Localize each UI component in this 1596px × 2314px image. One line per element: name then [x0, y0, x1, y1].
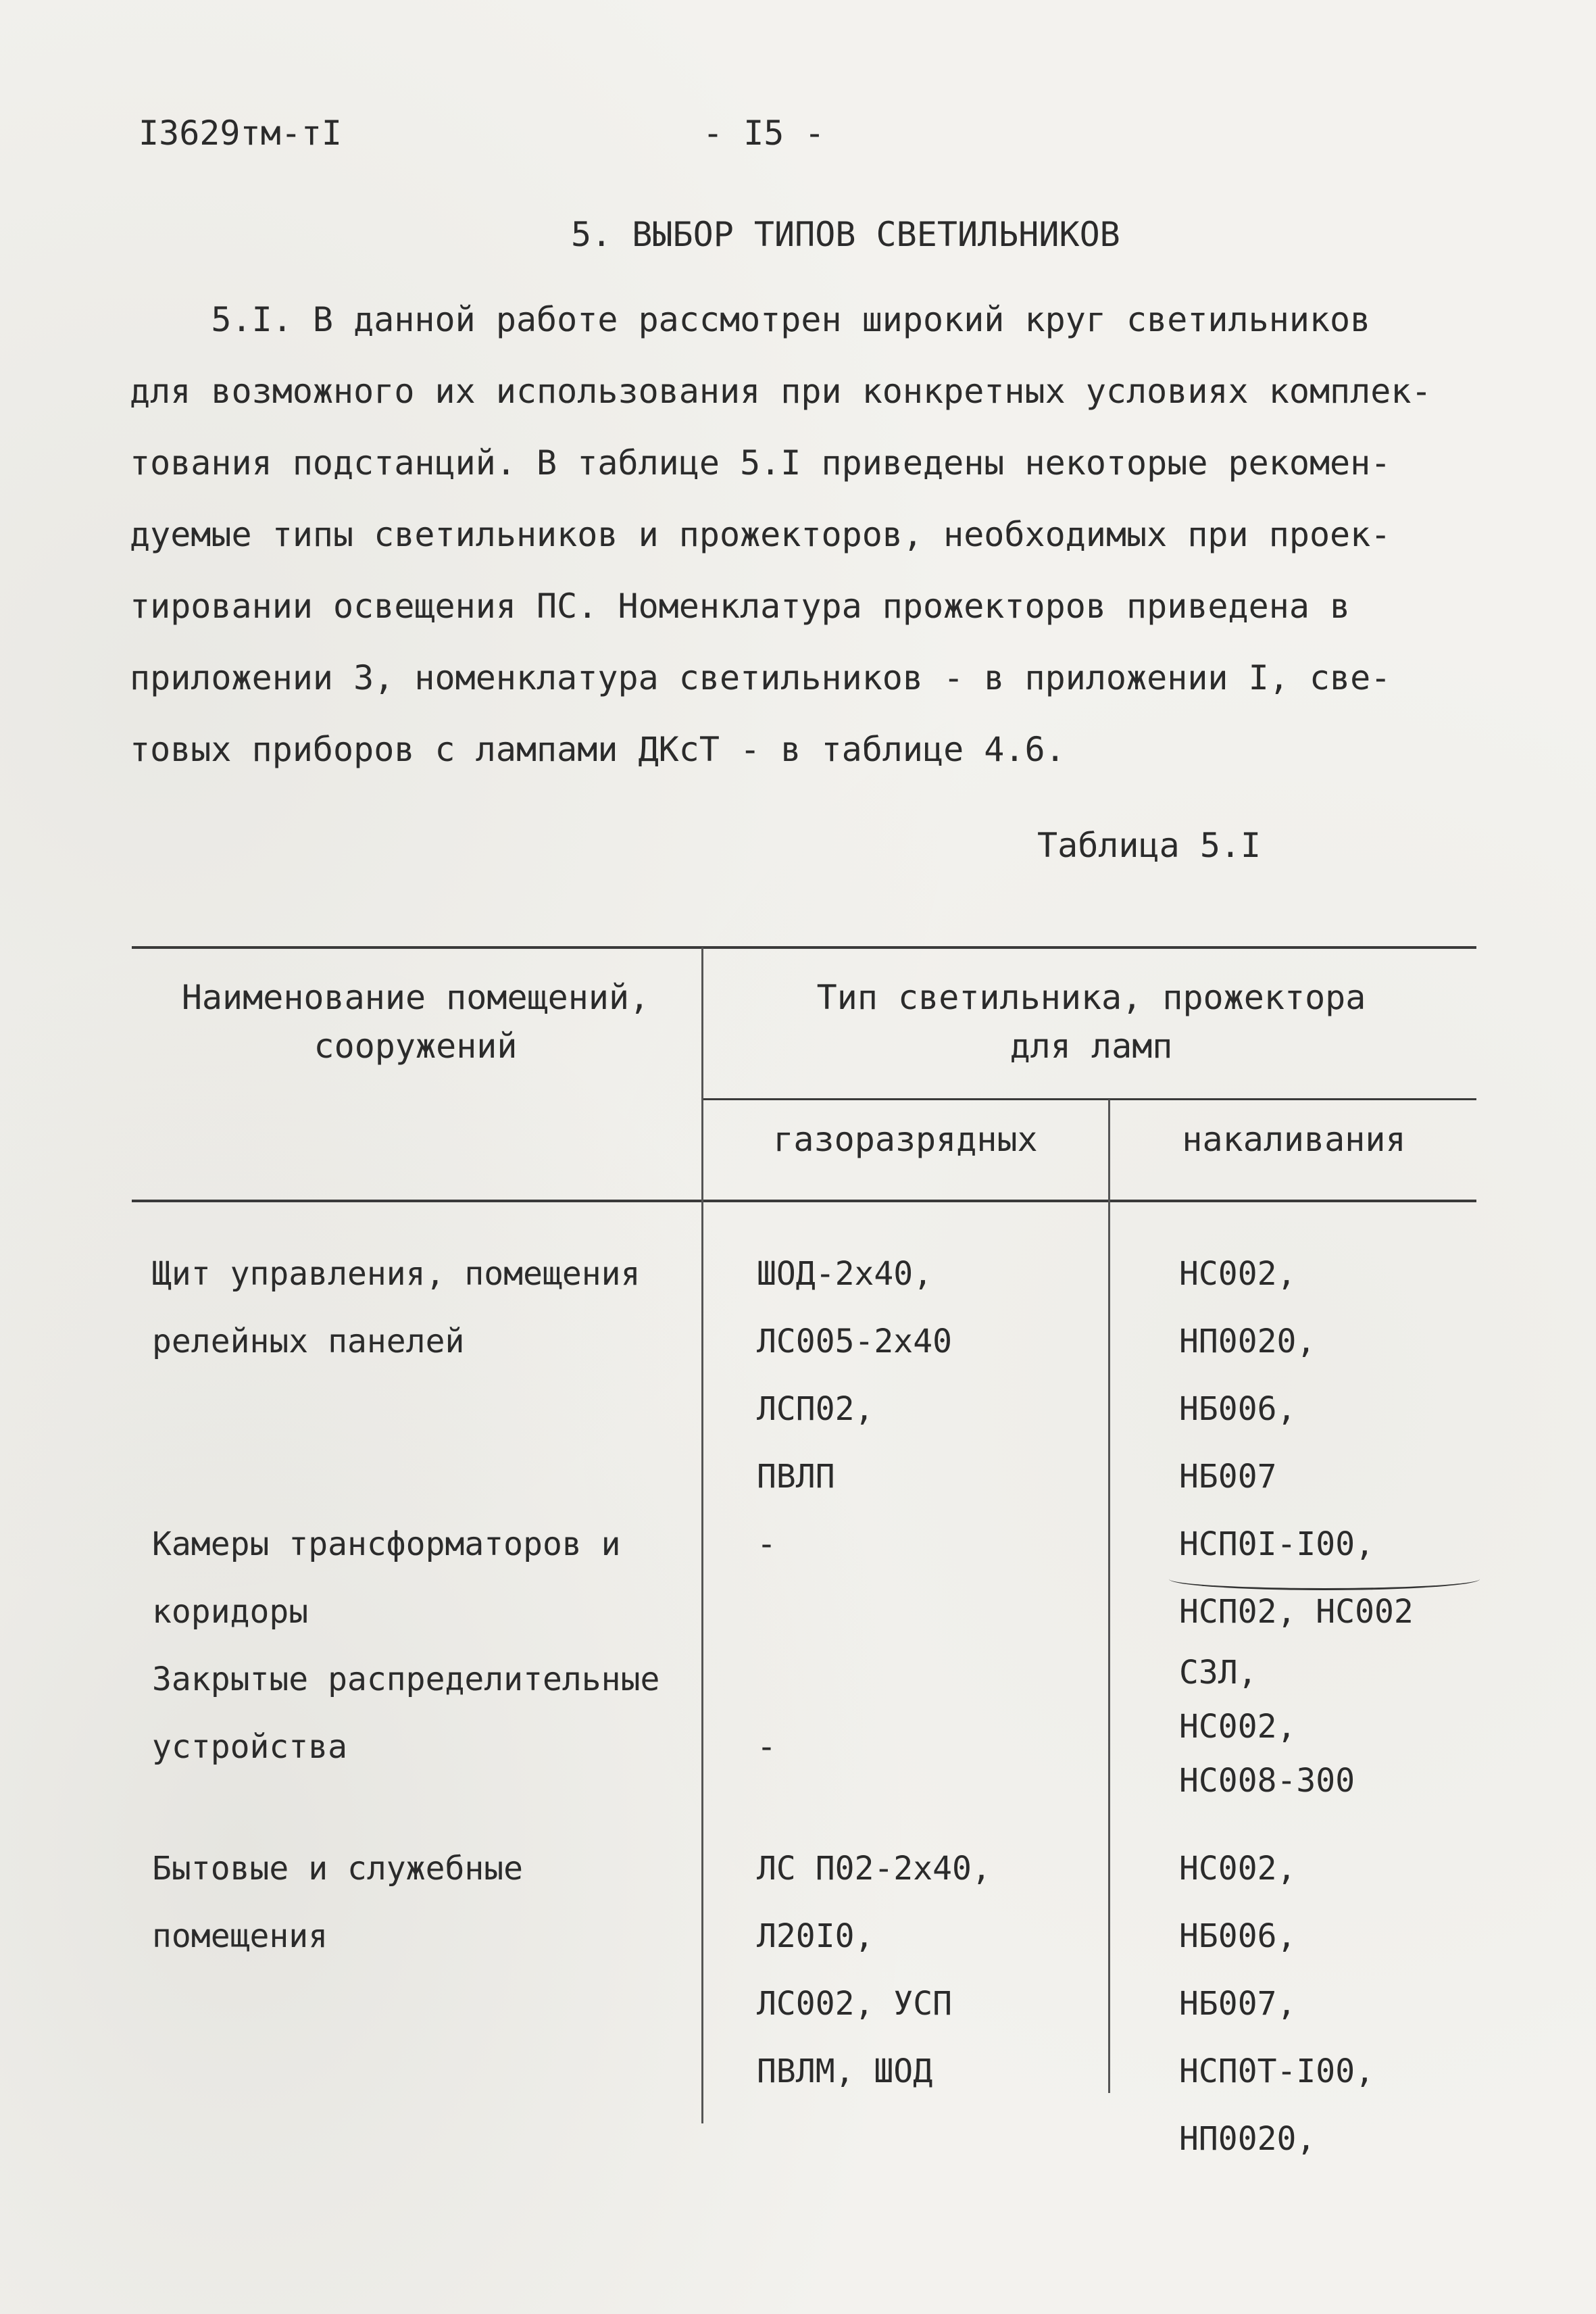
- room-line: Камеры трансформаторов и: [152, 1525, 621, 1563]
- table-row-room: [152, 1510, 621, 1646]
- gas-fixture: Л20I0,: [757, 1917, 874, 1955]
- table-row-gas: [757, 1835, 991, 2105]
- paragraph-line: тировании освещения ПС. Номенклатура прожекторов приведена в: [130, 587, 1351, 626]
- header-group-line: для ламп: [1009, 1027, 1173, 1066]
- gas-fixture: ШОД-2х40,: [757, 1255, 933, 1293]
- inc-fixture: НС002,: [1179, 1850, 1297, 1888]
- gas-fixture: ПВЛП: [757, 1458, 835, 1496]
- room-line: релейных панелей: [152, 1323, 465, 1360]
- header-fixture-type: [706, 973, 1476, 1070]
- inc-fixture: НБ007: [1179, 1458, 1277, 1496]
- table-row-gas: [757, 1240, 952, 1510]
- table-row-room: [152, 1240, 640, 1375]
- gas-fixture: ЛС П02-2х40,: [757, 1850, 991, 1888]
- header-room-line: сооружений: [314, 1027, 518, 1066]
- paragraph-line: дуемые типы светильников и прожекторов, необходимых при проек-: [130, 515, 1391, 554]
- table-row-inc: [1179, 1646, 1355, 1808]
- table-caption: Таблица 5.I: [1037, 826, 1262, 865]
- inc-fixture: НБ006,: [1179, 1390, 1297, 1428]
- room-line: Закрытые распределительные: [152, 1660, 660, 1698]
- gas-fixture: ЛС002, УСП: [757, 1985, 952, 2023]
- gas-fixture: -: [757, 1525, 776, 1563]
- table-header-bottom-rule: [132, 1200, 1476, 1202]
- body-paragraph: [130, 284, 1474, 785]
- paragraph-line: тования подстанций. В таблице 5.I приведены некоторые рекомен-: [130, 443, 1391, 483]
- room-line: Щит управления, помещения: [152, 1255, 641, 1293]
- gas-fixture: -: [757, 1728, 776, 1766]
- table-row-gas: [757, 1713, 776, 1781]
- header-group-line: Тип светильника, прожектора: [816, 978, 1366, 1017]
- inc-fixture: НБ006,: [1179, 1917, 1297, 1955]
- header-room-names: [135, 973, 696, 1070]
- inc-fixture: НС002,: [1179, 1708, 1297, 1746]
- paragraph-line: для возможного их использования при конкретных условиях комплек-: [130, 372, 1432, 411]
- table-row-room: [152, 1835, 523, 1970]
- gas-fixture: ПВЛМ, ШОД: [757, 2052, 933, 2090]
- table-row-gas: [757, 1510, 776, 1578]
- inc-fixture: НБ007,: [1179, 1985, 1297, 2023]
- inc-fixture: НСП0Т-I00,: [1179, 2052, 1374, 2090]
- table-row-inc: [1179, 1240, 1316, 1510]
- inc-fixture: НП0020,: [1179, 2120, 1316, 2158]
- header-incandescent: накаливания: [1182, 1120, 1406, 1159]
- paragraph-line: товых приборов с лампами ДКсТ - в таблице 4.6.: [130, 730, 1066, 769]
- paragraph-line: 5.I. В данной работе рассмотрен широкий круг светильников: [130, 300, 1371, 339]
- table-col-divider-1: [701, 947, 703, 2123]
- gas-fixture: ЛС005-2х40: [757, 1323, 952, 1360]
- room-line: устройства: [152, 1728, 347, 1766]
- header-room-line: Наименование помещений,: [181, 978, 650, 1017]
- section-title: 5. ВЫБОР ТИПОВ СВЕТИЛЬНИКОВ: [571, 215, 1120, 254]
- inc-fixture: СЗЛ,: [1179, 1654, 1257, 1692]
- gas-fixture: ЛСП02,: [757, 1390, 874, 1428]
- table-row-room: [152, 1646, 659, 1781]
- paragraph-line: приложении 3, номенклатура светильников - в приложении I, све-: [130, 658, 1391, 697]
- inc-fixture: НСП0I-I00,: [1179, 1525, 1374, 1563]
- room-line: коридоры: [152, 1593, 309, 1631]
- inc-fixture: НП0020,: [1179, 1323, 1316, 1360]
- room-line: помещения: [152, 1917, 328, 1955]
- handwritten-underline: [1169, 1568, 1480, 1590]
- table-row-inc: [1179, 1835, 1374, 2173]
- table-top-rule: [132, 946, 1476, 949]
- table-subheader-rule: [703, 1098, 1476, 1100]
- page-number: - I5 -: [703, 114, 825, 153]
- inc-fixture: НС002,: [1179, 1255, 1297, 1293]
- table-col-divider-2: [1108, 1100, 1110, 2093]
- document-code: I3629тм-тI: [139, 114, 343, 153]
- room-line: Бытовые и служебные: [152, 1850, 524, 1888]
- inc-fixture: НСП02, НС002: [1179, 1593, 1414, 1631]
- inc-fixture: НС008-300: [1179, 1762, 1355, 1800]
- header-gas-discharge: газоразрядных: [773, 1120, 1038, 1159]
